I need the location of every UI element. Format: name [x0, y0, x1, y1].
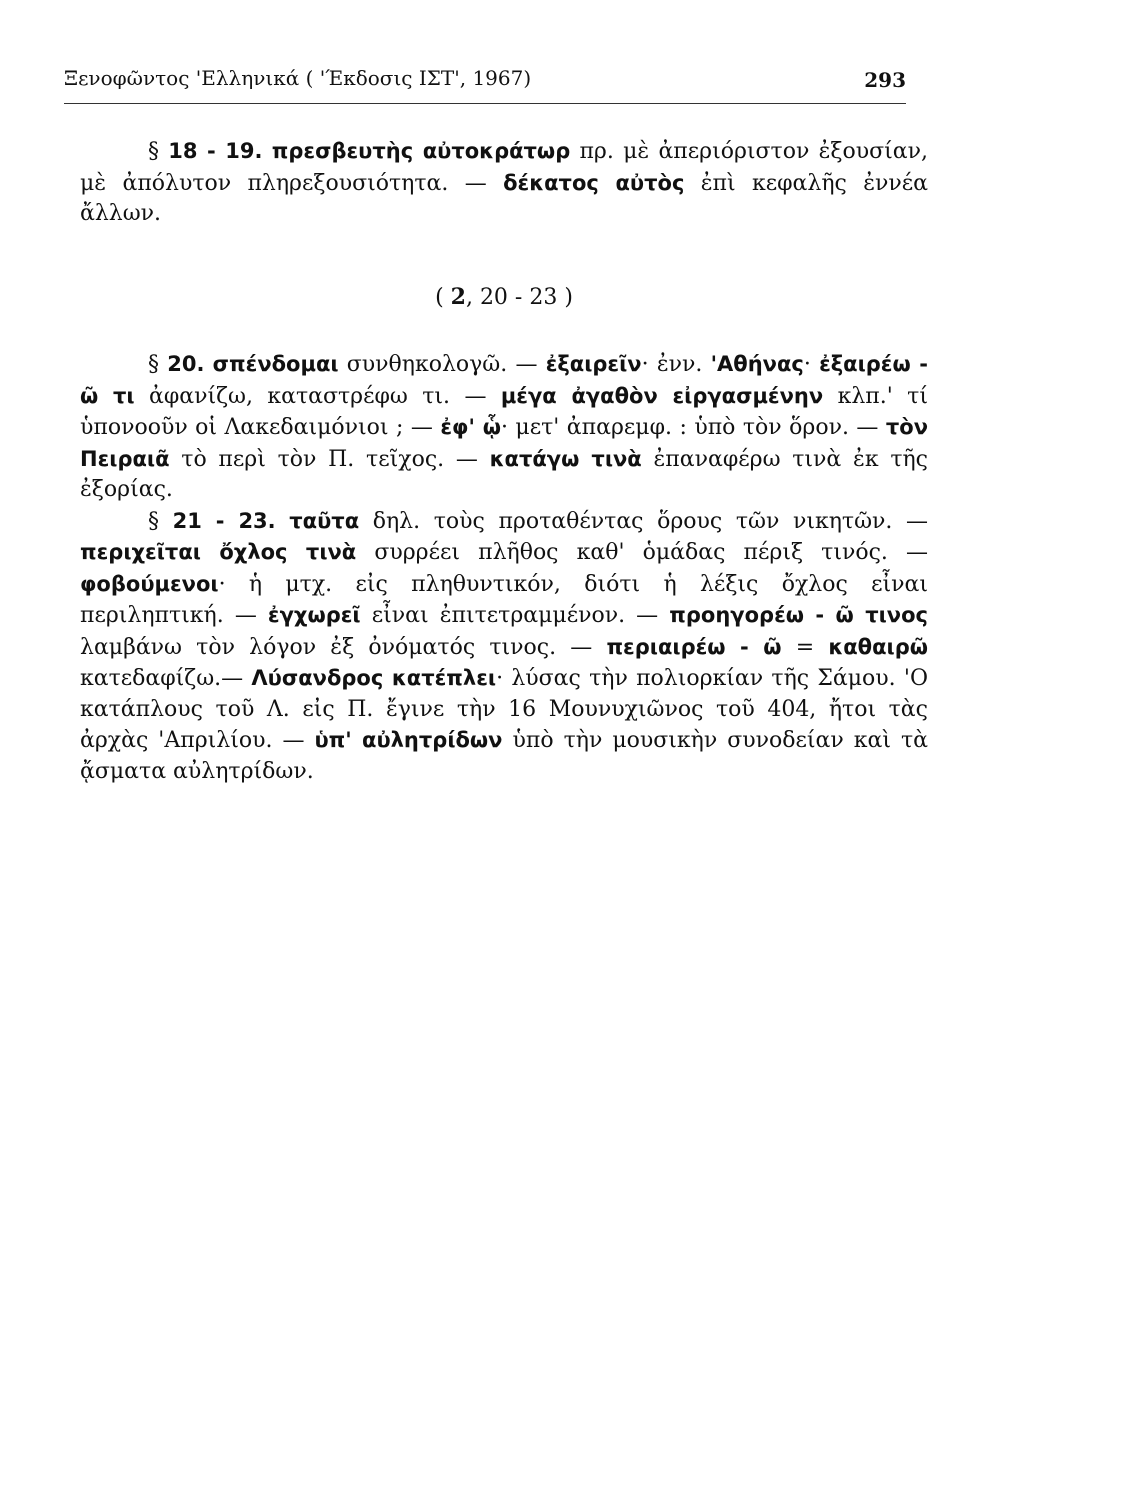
- section-number: 21 - 23.: [172, 508, 276, 533]
- header-title: Ξενοφῶντος 'Ελληνικά ( 'Έκδοσις ΙΣΤ', 1967): [64, 66, 532, 90]
- gloss: λαμβάνω τὸν λόγον ἐξ ὀνόματός τινος. —: [80, 634, 607, 660]
- lemma: ἐξαιρεῖν: [545, 352, 642, 376]
- running-header: [64, 66, 906, 100]
- lemma: ἐξαιρέω - ῶ τι: [80, 352, 928, 408]
- lemma: ἐγχωρεῖ: [267, 603, 361, 627]
- paragraph-18-19: [80, 136, 928, 230]
- lemma: δέκατος αὐτὸς: [503, 170, 685, 195]
- lemma: κατάγω τινὰ: [489, 446, 642, 471]
- chapter-heading: [80, 282, 928, 314]
- lemma: προηγορέω - ῶ τινος: [669, 603, 928, 627]
- lemma: ταῦτα: [289, 508, 360, 533]
- section-sign: §: [148, 508, 159, 534]
- page-number: 293: [864, 68, 906, 92]
- heading-book-number: 2: [450, 283, 466, 310]
- paragraph-21-23: [80, 506, 928, 788]
- gloss: · λύσας τὴν πολιορκίαν τῆς Σάμου. 'Ο κατάπλους τοῦ Λ. εἰς Π. ἔγινε τὴν 16 Μουνυχιῶνος τοῦ 404, ἤτοι τὰς ἀρχὰς 'Απριλίου. —: [80, 666, 928, 753]
- lemma: ὑπ' αὐλητρίδων: [314, 728, 503, 752]
- gloss: ἐπαναφέρω τινὰ ἐκ τῆς ἐξορίας.: [80, 446, 928, 502]
- gloss: ἀφανίζω, καταστρέφω τι. —: [134, 383, 501, 409]
- gloss: · ἐνν.: [641, 352, 711, 377]
- gloss: ἐπὶ κεφαλῆς ἐννέα ἄλλων.: [80, 170, 928, 226]
- section-number: 20.: [167, 352, 205, 376]
- gloss: · μετ' ἀπαρεμφ. : ὑπὸ τὸν ὅρον. —: [500, 415, 886, 440]
- header-rule: [64, 103, 906, 104]
- heading-open: (: [435, 284, 451, 310]
- lemma: φοβούμενοι: [80, 571, 219, 596]
- gloss: · ἡ μτχ. εἰς πληθυντικόν, διότι ἡ λέξις ὄχλος εἶναι περιληπτική. —: [80, 571, 928, 628]
- gloss: ·: [803, 352, 820, 377]
- gloss: κλπ.' τί ὑπονοοῦν οἱ Λακεδαιμόνιοι ; —: [80, 383, 928, 440]
- lemma: πρεσβευτὴς αὐτοκράτωρ: [271, 139, 571, 163]
- section-sign: §: [148, 139, 159, 164]
- gloss: συρρέει πλῆθος καθ' ὁμάδας πέριξ τινός. —: [356, 540, 928, 565]
- lemma: Λύσανδρος κατέπλει: [251, 666, 497, 690]
- lemma: περιαιρέω - ῶ: [606, 634, 782, 659]
- gloss: ὑπὸ τὴν μουσικὴν συνοδείαν καὶ τὰ ᾄσματα αὐλητρίδων.: [80, 728, 928, 784]
- commentary-body: [80, 136, 928, 787]
- gloss: εἶναι ἐπιτετραμμένον. —: [360, 603, 670, 628]
- lemma: περιχεῖται ὄχλος τινὰ: [80, 540, 357, 564]
- lemma: τὸν Πειραιᾶ: [80, 415, 929, 471]
- heading-range: , 20 - 23 ): [465, 284, 573, 310]
- lemma: σπένδομαι: [212, 352, 339, 376]
- gloss: =: [781, 634, 829, 660]
- gloss: συνθηκολογῶ. —: [338, 352, 546, 377]
- gloss: πρ. μὲ ἀπεριόριστον ἐξουσίαν, μὲ ἀπόλυτον πληρεξουσιότητα. —: [80, 139, 928, 196]
- lemma: ἐφ' ᾧ: [440, 415, 501, 439]
- gloss: τὸ περὶ τὸν Π. τεῖχος. —: [169, 446, 490, 472]
- lemma: 'Αθήνας: [710, 352, 804, 376]
- paragraph-20: [80, 349, 928, 506]
- gloss: κατεδαφίζω.—: [80, 666, 252, 691]
- gloss: δηλ. τοὺς προταθέντας ὅρους τῶν νικητῶν. —: [359, 508, 928, 534]
- lemma: μέγα ἀγαθὸν εἰργασμένην: [500, 383, 824, 408]
- lemma: καθαιρῶ: [828, 634, 928, 659]
- section-number: 18 - 19.: [168, 139, 263, 163]
- section-sign: §: [148, 352, 159, 377]
